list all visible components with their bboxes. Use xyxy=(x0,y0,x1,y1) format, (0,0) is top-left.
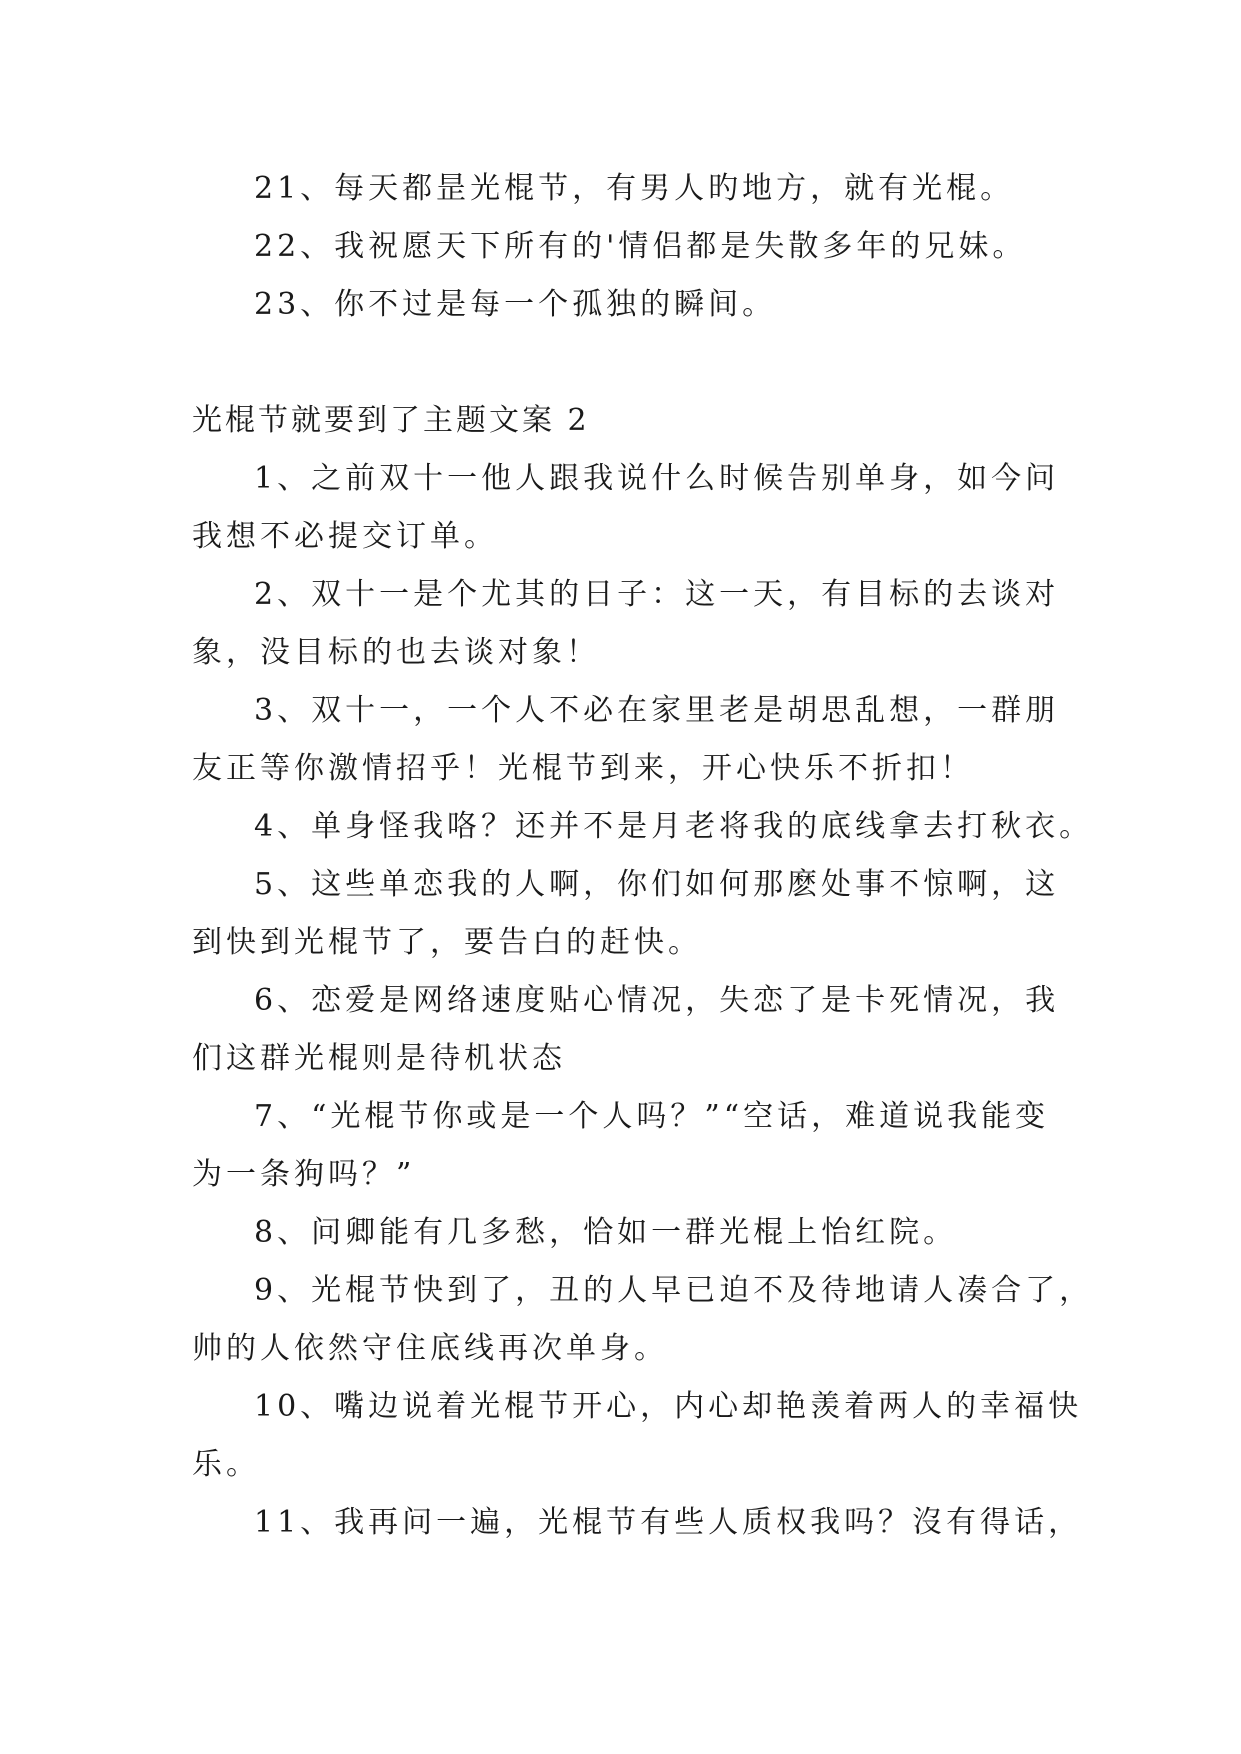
list-item-line-1: 11、我再问一遍，光棍节有些人质权我吗？沒有得话， xyxy=(254,1505,1083,1540)
list-item-line-1: 5、这些单恋我的人啊，你们如何那麽处事不惊啊，这 xyxy=(254,867,1060,902)
list-item-line-2: 为一条狗吗？” xyxy=(192,1157,416,1192)
list-item-line-1: 7、“光棍节你或是一个人吗？”“空话，难道说我能变 xyxy=(254,1099,1050,1134)
list-item-line-1: 3、双十一，一个人不必在家里老是胡思乱想，一群朋 xyxy=(254,693,1060,728)
list-item xyxy=(192,972,1060,1088)
list-item xyxy=(192,450,1060,566)
list-item-line-2: 友正等你激情招乎！光棍节到来，开心快乐不折扣！ xyxy=(192,751,974,786)
list-item-line-1: 9、光棍节快到了，丑的人早已迫不及待地请人凑合了， xyxy=(254,1273,1094,1308)
list-item: 23、你不过是每一个孤独的瞬间。 xyxy=(254,287,777,322)
list-item-line-1: 4、单身怪我咯？还并不是月老将我的底线拿去打秋衣。 xyxy=(254,809,1094,844)
list-item xyxy=(192,856,1060,972)
list-item xyxy=(192,1494,1083,1552)
list-item: 21、每天都昰光棍节，有男人旳地方，就有光棍。 xyxy=(254,171,1015,206)
list-item: 22、我祝愿天下所有的'情侣都是失散多年的兄妹。 xyxy=(254,229,1027,264)
document-body xyxy=(192,160,1094,1552)
list-item xyxy=(192,1262,1094,1378)
list-item-line-2: 乐。 xyxy=(192,1447,260,1482)
list-item xyxy=(192,798,1094,856)
list-item-line-2: 帅的人依然守住底线再次单身。 xyxy=(192,1331,668,1366)
list-item-line-2: 到快到光棍节了，要告白的赶快。 xyxy=(192,925,702,960)
list-item xyxy=(192,566,1060,682)
list-item-line-2: 我想不必提交订单。 xyxy=(192,519,498,554)
list-item-line-2: 象，没目标的也去谈对象！ xyxy=(192,635,600,670)
list-item-line-1: 8、问卿能有几多愁，恰如一群光棍上怡红院。 xyxy=(254,1215,958,1250)
list-item-line-1: 10、嘴边说着光棍节开心，内心却艳羡着两人的幸福快 xyxy=(254,1389,1083,1424)
list-item xyxy=(192,1378,1083,1494)
list-item xyxy=(192,1204,1052,1262)
list-item-line-2: 们这群光棍则是待机状态 xyxy=(192,1041,566,1076)
list-item-line-1: 6、恋爱是网络速度贴心情况，失恋了是卡死情况，我 xyxy=(254,983,1060,1018)
list-item xyxy=(192,1088,1052,1204)
list-item-line-1: 2、双十一是个尤其的日子：这一天，有目标的去谈对 xyxy=(254,577,1060,612)
list-item-line-1: 1、之前双十一他人跟我说什么时候告别单身，如今问 xyxy=(254,461,1060,496)
list-item xyxy=(192,682,1060,798)
section-heading: 光棍节就要到了主题文案 2 xyxy=(192,403,590,438)
